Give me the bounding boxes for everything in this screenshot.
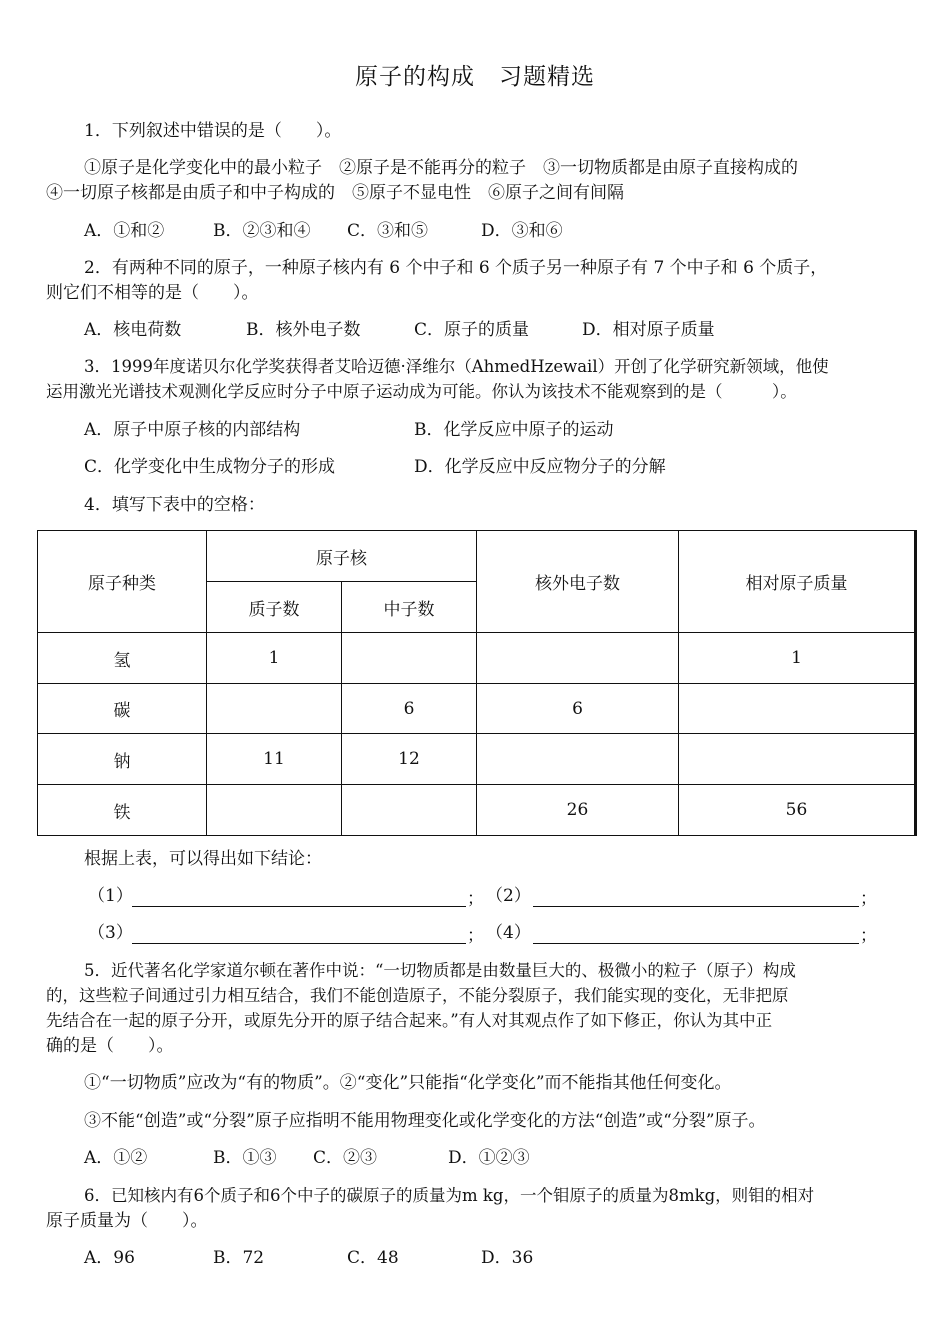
blank-3-semicolon: ； (467, 926, 484, 946)
q1-option-b[interactable]: B．②③和④ (213, 221, 311, 241)
atom-table (37, 530, 917, 836)
q5-stem-line2: 的，这些粒子间通过引力相互结合，我们不能创造原子，不能分裂原子，我们能实现的变化，无非把原 (46, 986, 789, 1005)
q5-statement-1-2: ①“一切物质”应改为“有的物质”。②“变化”只能指“化学变化”而不能指其他任何变化。 (84, 1073, 732, 1093)
cell-name: 铁 (38, 785, 207, 836)
header-neutrons: 中子数 (342, 582, 477, 633)
blank-1-line[interactable] (132, 906, 466, 907)
page-title: 原子的构成 习题精选 (355, 64, 595, 90)
q3-option-c[interactable]: C．化学变化中生成物分子的形成 (84, 457, 336, 477)
blank-3-label: （3） (88, 923, 133, 943)
q2-option-b[interactable]: B．核外电子数 (246, 320, 361, 340)
table-row (38, 684, 916, 734)
q1-option-d[interactable]: D．③和⑥ (481, 221, 563, 241)
header-nucleus: 原子核 (207, 531, 477, 582)
table-row (38, 633, 916, 684)
q5-option-d[interactable]: D．①②③ (448, 1148, 530, 1168)
q5-statement-3: ③不能“创造”或“分裂”原子应指明不能用物理变化或化学变化的方法“创造”或“分裂”原子。 (84, 1111, 766, 1131)
q6-option-d[interactable]: D．36 (481, 1248, 534, 1268)
cell-mass[interactable]: 1 (679, 633, 916, 684)
blank-4-line[interactable] (533, 943, 859, 944)
q1-option-a[interactable]: A．①和② (84, 221, 165, 241)
q6-option-c[interactable]: C．48 (347, 1248, 399, 1268)
q6-option-b[interactable]: B．72 (213, 1248, 265, 1268)
cell-protons[interactable]: 1 (207, 633, 342, 684)
cell-protons[interactable] (207, 684, 342, 734)
header-atom-type: 原子种类 (38, 531, 207, 633)
cell-mass[interactable] (679, 684, 916, 734)
cell-electrons[interactable]: 6 (477, 684, 679, 734)
q1-statements-line2: ④一切原子核都是由质子和中子构成的 ⑤原子不显电性 ⑥原子之间有间隔 (46, 183, 624, 203)
blank-4-label: （4） (486, 923, 531, 943)
cell-protons[interactable] (207, 785, 342, 836)
q3-stem-line1: 3．1999年度诺贝尔化学奖获得者艾哈迈德·泽维尔（AhmedHzewail）开创了化学研究新领域，他使 (84, 357, 829, 376)
q5-stem-line1: 5．近代著名化学家道尔顿在著作中说：“一切物质都是由数量巨大的、极微小的粒子（原子）构成 (84, 961, 796, 980)
q5-option-c[interactable]: C．②③ (313, 1148, 378, 1168)
q1-stem: 1．下列叙述中错误的是（ ）。 (84, 121, 342, 141)
blank-1-label: （1） (88, 886, 133, 906)
q4-conclusion-prompt: 根据上表，可以得出如下结论： (84, 849, 322, 869)
cell-name: 碳 (38, 684, 207, 734)
blank-2-label: （2） (486, 886, 531, 906)
blank-3-line[interactable] (132, 943, 466, 944)
q3-option-b[interactable]: B．化学反应中原子的运动 (414, 420, 614, 440)
cell-protons[interactable]: 11 (207, 734, 342, 785)
cell-neutrons[interactable] (342, 785, 477, 836)
cell-name: 氢 (38, 633, 207, 684)
cell-neutrons[interactable] (342, 633, 477, 684)
q2-option-c[interactable]: C．原子的质量 (414, 320, 530, 340)
cell-name: 钠 (38, 734, 207, 785)
cell-electrons[interactable]: 26 (477, 785, 679, 836)
header-protons: 质子数 (207, 582, 342, 633)
blank-1-semicolon: ； (467, 889, 484, 909)
q2-stem-line1: 2．有两种不同的原子，一种原子核内有 6 个中子和 6 个质子另一种原子有 7 个中子和 6 个质子， (84, 258, 828, 278)
cell-neutrons[interactable]: 6 (342, 684, 477, 734)
q2-option-a[interactable]: A．核电荷数 (84, 320, 182, 340)
cell-neutrons[interactable]: 12 (342, 734, 477, 785)
table-row (38, 785, 916, 836)
q6-stem-line2: 原子质量为（ ）。 (46, 1211, 208, 1231)
q4-stem: 4．填写下表中的空格： (84, 495, 265, 515)
header-relative-mass: 相对原子质量 (679, 531, 916, 633)
q6-option-a[interactable]: A．96 (84, 1248, 135, 1268)
cell-mass[interactable]: 56 (679, 785, 916, 836)
cell-electrons[interactable] (477, 734, 679, 785)
blank-4-semicolon: ； (860, 926, 877, 946)
q5-stem-line4: 确的是（ ）。 (46, 1036, 174, 1056)
q3-stem-line2: 运用激光光谱技术观测化学反应时分子中原子运动成为可能。你认为该技术不能观察到的是（ ）。 (46, 382, 797, 401)
cell-electrons[interactable] (477, 633, 679, 684)
cell-mass[interactable] (679, 734, 916, 785)
header-electrons: 核外电子数 (477, 531, 679, 633)
q5-option-b[interactable]: B．①③ (213, 1148, 277, 1168)
blank-2-semicolon: ； (860, 889, 877, 909)
q5-option-a[interactable]: A．①② (84, 1148, 148, 1168)
table-row (38, 734, 916, 785)
blank-2-line[interactable] (533, 906, 859, 907)
q1-option-c[interactable]: C．③和⑤ (347, 221, 429, 241)
q6-stem-line1: 6．已知核内有6个质子和6个中子的碳原子的质量为m kg，一个钼原子的质量为8mkg，则钼的相对 (84, 1186, 815, 1205)
q3-option-a[interactable]: A．原子中原子核的内部结构 (84, 420, 301, 440)
q2-option-d[interactable]: D．相对原子质量 (582, 320, 715, 340)
q3-option-d[interactable]: D．化学反应中反应物分子的分解 (414, 457, 666, 477)
q1-statements-line1: ①原子是化学变化中的最小粒子 ②原子是不能再分的粒子 ③一切物质都是由原子直接构成的 (84, 158, 798, 178)
q2-stem-line2: 则它们不相等的是（ ）。 (46, 283, 259, 303)
q5-stem-line3: 先结合在一起的原子分开，或原先分开的原子结合起来。”有人对其观点作了如下修正，你认为其中正 (46, 1011, 773, 1030)
